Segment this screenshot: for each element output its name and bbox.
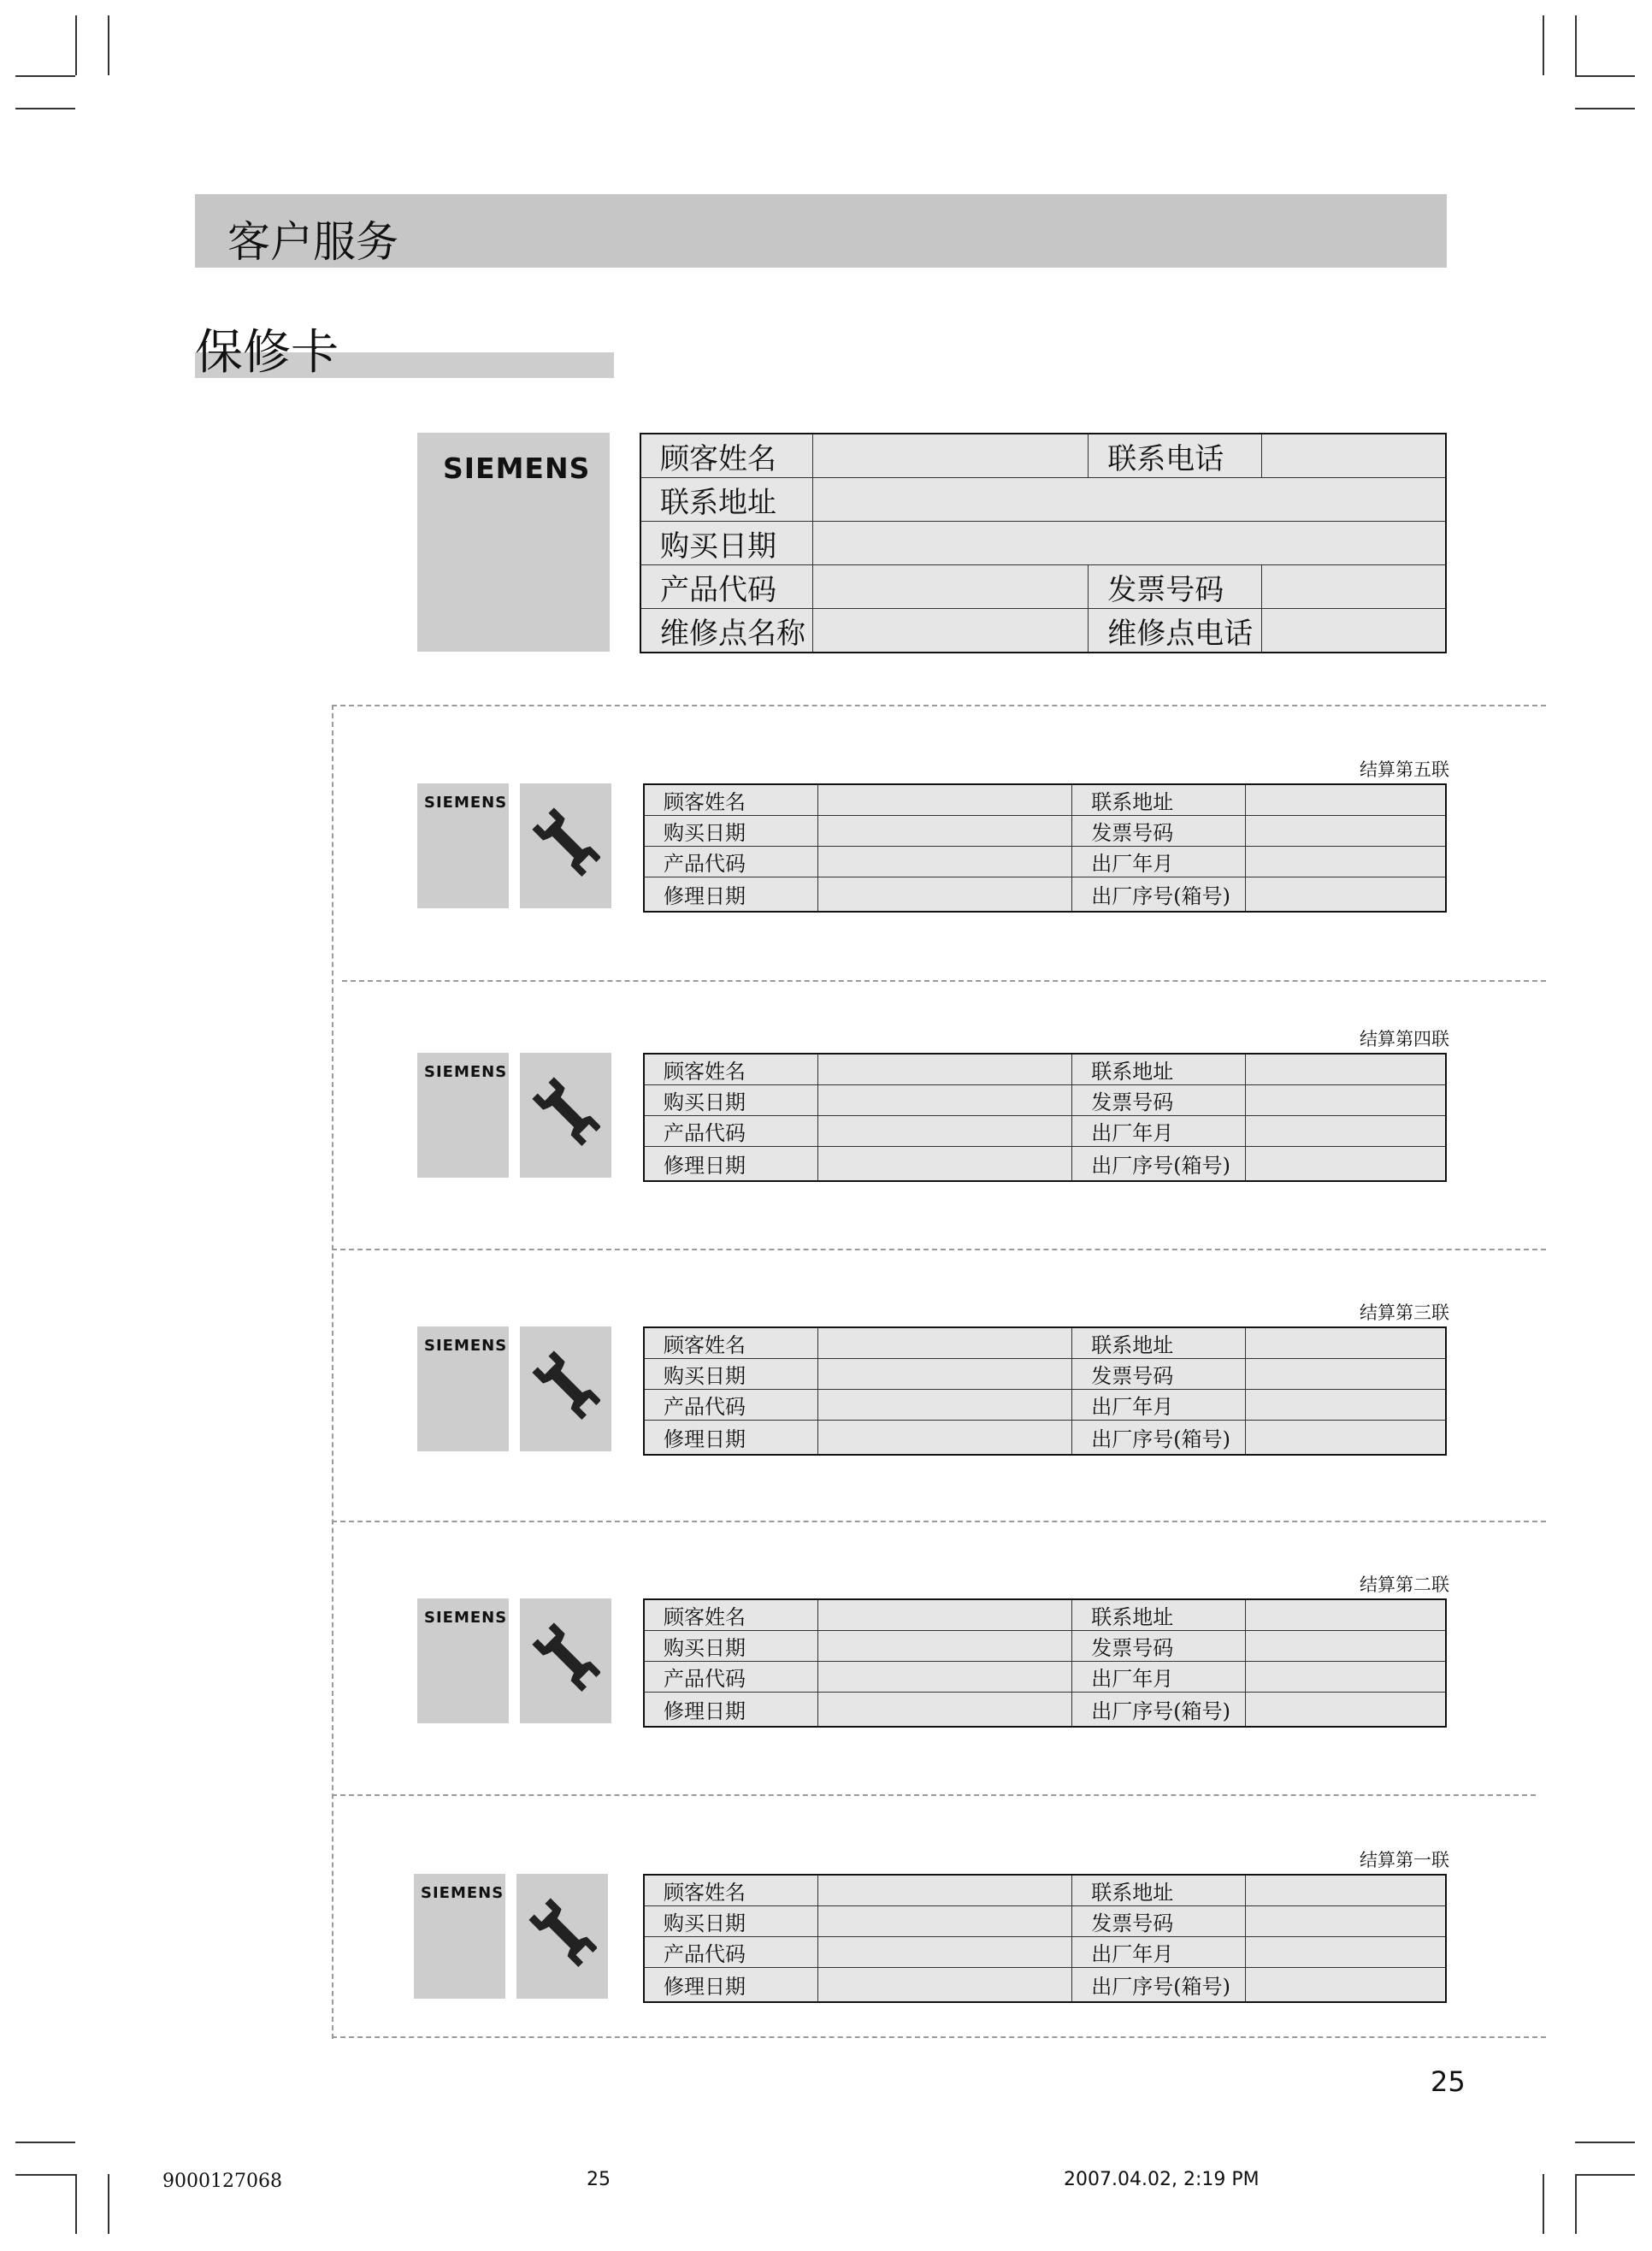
field-label: 出厂年月: [1072, 1116, 1246, 1147]
table-row: [644, 1390, 1446, 1421]
copy-label: 结算第一联: [1360, 1850, 1449, 1870]
field-label: 购买日期: [644, 1906, 818, 1937]
brand-panel: [417, 433, 610, 652]
table-row: [640, 609, 1446, 653]
crop-mark: [1543, 15, 1544, 75]
field-label: 发票号码: [1072, 1085, 1246, 1116]
purchase-date-field[interactable]: [818, 1631, 1072, 1662]
cut-line: [332, 1249, 1546, 1250]
field-label: 出厂序号(箱号): [1072, 1421, 1246, 1455]
field-label: 修理日期: [644, 1147, 818, 1181]
address-field[interactable]: [813, 478, 1446, 522]
serial-number-field[interactable]: [1246, 1147, 1446, 1181]
field-label: 发票号码: [1072, 816, 1246, 847]
crop-mark: [1575, 2142, 1635, 2143]
repair-date-field[interactable]: [818, 1968, 1072, 2002]
crop-mark: [15, 2142, 75, 2143]
product-code-field[interactable]: [818, 1662, 1072, 1693]
cut-line: [332, 1521, 1546, 1522]
purchase-date-field[interactable]: [818, 1359, 1072, 1390]
serial-number-field[interactable]: [1246, 1421, 1446, 1455]
cut-line: [332, 705, 333, 2039]
table-row: [644, 1937, 1446, 1968]
field-label: 购买日期: [644, 1085, 818, 1116]
repair-date-field[interactable]: [818, 877, 1072, 912]
table-row: [644, 1054, 1446, 1085]
crop-mark: [1575, 15, 1577, 75]
product-code-field[interactable]: [818, 1390, 1072, 1421]
customer-name-field[interactable]: [818, 1327, 1072, 1359]
crop-mark: [15, 75, 75, 77]
crop-mark: [1543, 2174, 1544, 2234]
address-field[interactable]: [1246, 784, 1446, 816]
cut-line: [332, 1794, 1536, 1796]
cut-line: [342, 980, 1546, 982]
field-label: 购买日期: [640, 522, 813, 565]
crop-mark: [1575, 108, 1635, 109]
brand-logo: SIEMENS: [424, 794, 508, 812]
mfg-date-field[interactable]: [1246, 1937, 1446, 1968]
field-label: 联系地址: [1072, 1599, 1246, 1631]
field-label: 顾客姓名: [644, 1875, 818, 1906]
section-header: [195, 194, 1447, 268]
serial-number-field[interactable]: [1246, 1968, 1446, 2002]
cut-line: [332, 2036, 1546, 2038]
product-code-field[interactable]: [818, 1937, 1072, 1968]
wrench-panel: [520, 783, 611, 908]
field-label: 顾客姓名: [644, 784, 818, 816]
field-label: 联系地址: [1072, 1875, 1246, 1906]
invoice-number-field[interactable]: [1262, 565, 1446, 609]
field-label: 修理日期: [644, 1693, 818, 1727]
mfg-date-field[interactable]: [1246, 847, 1446, 877]
warranty-card-form: [640, 433, 1447, 653]
table-row: [644, 847, 1446, 877]
crop-mark: [15, 108, 75, 109]
wrench-panel: [520, 1053, 611, 1178]
field-label: 产品代码: [644, 1116, 818, 1147]
brand-panel: [414, 1874, 505, 1999]
table-row: [644, 784, 1446, 816]
service-point-phone-field[interactable]: [1262, 609, 1446, 653]
footer-timestamp: 2007.04.02, 2:19 PM: [1064, 2169, 1260, 2190]
footer-page: 25: [587, 2169, 611, 2190]
invoice-number-field[interactable]: [1246, 816, 1446, 847]
field-label: 产品代码: [640, 565, 813, 609]
field-label: 出厂序号(箱号): [1072, 877, 1246, 912]
field-label: 发票号码: [1072, 1359, 1246, 1390]
field-label: 联系地址: [640, 478, 813, 522]
address-field[interactable]: [1246, 1599, 1446, 1631]
table-row: [640, 478, 1446, 522]
page-title: 保修卡: [195, 325, 339, 381]
field-label: 产品代码: [644, 1390, 818, 1421]
cut-line: [332, 705, 1546, 706]
table-row: [644, 877, 1446, 912]
table-row: [644, 1693, 1446, 1727]
mfg-date-field[interactable]: [1246, 1116, 1446, 1147]
field-label: 顾客姓名: [640, 434, 813, 478]
footer-doc-code: 9000127068: [162, 2171, 282, 2192]
field-label: 产品代码: [644, 847, 818, 877]
table-row: [644, 1359, 1446, 1390]
field-label: 顾客姓名: [644, 1327, 818, 1359]
serial-number-field[interactable]: [1246, 877, 1446, 912]
page-number: 25: [1431, 2065, 1466, 2098]
section-header-title: 客户服务: [227, 217, 398, 267]
field-label: 联系电话: [1089, 434, 1262, 478]
crop-mark: [108, 2174, 109, 2234]
service-point-name-field[interactable]: [813, 609, 1089, 653]
serial-number-field[interactable]: [1246, 1693, 1446, 1727]
field-label: 出厂序号(箱号): [1072, 1693, 1246, 1727]
crop-mark: [1575, 2174, 1635, 2176]
settlement-slip-form: [643, 1598, 1447, 1728]
field-label: 出厂年月: [1072, 1662, 1246, 1693]
purchase-date-field[interactable]: [818, 1085, 1072, 1116]
invoice-number-field[interactable]: [1246, 1085, 1446, 1116]
purchase-date-field[interactable]: [818, 1906, 1072, 1937]
table-row: [644, 1906, 1446, 1937]
table-row: [644, 1631, 1446, 1662]
brand-panel: [417, 783, 509, 908]
table-row: [644, 1968, 1446, 2002]
wrench-panel: [520, 1598, 611, 1723]
field-label: 顾客姓名: [644, 1599, 818, 1631]
table-row: [644, 1116, 1446, 1147]
mfg-date-field[interactable]: [1246, 1390, 1446, 1421]
crop-mark: [75, 2174, 77, 2234]
field-label: 维修点名称: [640, 609, 813, 653]
invoice-number-field[interactable]: [1246, 1359, 1446, 1390]
field-label: 联系地址: [1072, 1327, 1246, 1359]
field-label: 出厂序号(箱号): [1072, 1968, 1246, 2002]
field-label: 出厂年月: [1072, 1937, 1246, 1968]
table-row: [644, 1421, 1446, 1455]
field-label: 购买日期: [644, 1631, 818, 1662]
settlement-slip-form: [643, 1874, 1447, 2003]
customer-name-field[interactable]: [818, 784, 1072, 816]
copy-label: 结算第三联: [1360, 1303, 1449, 1323]
customer-name-field[interactable]: [818, 1875, 1072, 1906]
table-row: [644, 1599, 1446, 1631]
address-field[interactable]: [1246, 1327, 1446, 1359]
settlement-slip-form: [643, 1053, 1447, 1182]
crop-mark: [1575, 2174, 1577, 2234]
customer-name-field[interactable]: [813, 434, 1089, 478]
field-label: 购买日期: [644, 1359, 818, 1390]
field-label: 购买日期: [644, 816, 818, 847]
brand-logo: SIEMENS: [421, 1884, 504, 1902]
brand-logo: SIEMENS: [424, 1609, 508, 1627]
brand-panel: [417, 1598, 509, 1723]
purchase-date-field[interactable]: [813, 522, 1446, 565]
address-field[interactable]: [1246, 1054, 1446, 1085]
field-label: 出厂年月: [1072, 1390, 1246, 1421]
table-row: [644, 1875, 1446, 1906]
field-label: 发票号码: [1072, 1631, 1246, 1662]
brand-panel: [417, 1326, 509, 1451]
field-label: 修理日期: [644, 1421, 818, 1455]
brand-logo: SIEMENS: [424, 1063, 508, 1081]
crop-mark: [15, 2174, 75, 2176]
settlement-slip-form: [643, 783, 1447, 913]
field-label: 联系地址: [1072, 1054, 1246, 1085]
table-row: [644, 816, 1446, 847]
crop-mark: [1575, 75, 1635, 77]
product-code-field[interactable]: [813, 565, 1089, 609]
field-label: 产品代码: [644, 1662, 818, 1693]
repair-date-field[interactable]: [818, 1693, 1072, 1727]
field-label: 维修点电话: [1089, 609, 1262, 653]
field-label: 出厂序号(箱号): [1072, 1147, 1246, 1181]
invoice-number-field[interactable]: [1246, 1631, 1446, 1662]
wrench-panel: [520, 1326, 611, 1451]
copy-label: 结算第五联: [1360, 759, 1449, 780]
field-label: 发票号码: [1072, 1906, 1246, 1937]
field-label: 修理日期: [644, 1968, 818, 2002]
table-row: [640, 522, 1446, 565]
crop-mark: [75, 15, 77, 75]
field-label: 修理日期: [644, 877, 818, 912]
table-row: [644, 1662, 1446, 1693]
customer-name-field[interactable]: [818, 1599, 1072, 1631]
field-label: 出厂年月: [1072, 847, 1246, 877]
copy-label: 结算第二联: [1360, 1575, 1449, 1595]
phone-field[interactable]: [1262, 434, 1446, 478]
mfg-date-field[interactable]: [1246, 1662, 1446, 1693]
product-code-field[interactable]: [818, 847, 1072, 877]
address-field[interactable]: [1246, 1875, 1446, 1906]
table-row: [640, 434, 1446, 478]
product-code-field[interactable]: [818, 1116, 1072, 1147]
settlement-slip-form: [643, 1326, 1447, 1456]
field-label: 发票号码: [1089, 565, 1262, 609]
repair-date-field[interactable]: [818, 1421, 1072, 1455]
brand-panel: [417, 1053, 509, 1178]
field-label: 产品代码: [644, 1937, 818, 1968]
brand-logo: SIEMENS: [424, 1337, 508, 1355]
brand-logo: SIEMENS: [443, 452, 591, 485]
table-row: [644, 1085, 1446, 1116]
table-row: [640, 565, 1446, 609]
crop-mark: [108, 15, 109, 75]
customer-name-field[interactable]: [818, 1054, 1072, 1085]
field-label: 联系地址: [1072, 784, 1246, 816]
table-row: [644, 1327, 1446, 1359]
field-label: 顾客姓名: [644, 1054, 818, 1085]
table-row: [644, 1147, 1446, 1181]
copy-label: 结算第四联: [1360, 1029, 1449, 1049]
repair-date-field[interactable]: [818, 1147, 1072, 1181]
wrench-panel: [516, 1874, 608, 1999]
invoice-number-field[interactable]: [1246, 1906, 1446, 1937]
purchase-date-field[interactable]: [818, 816, 1072, 847]
